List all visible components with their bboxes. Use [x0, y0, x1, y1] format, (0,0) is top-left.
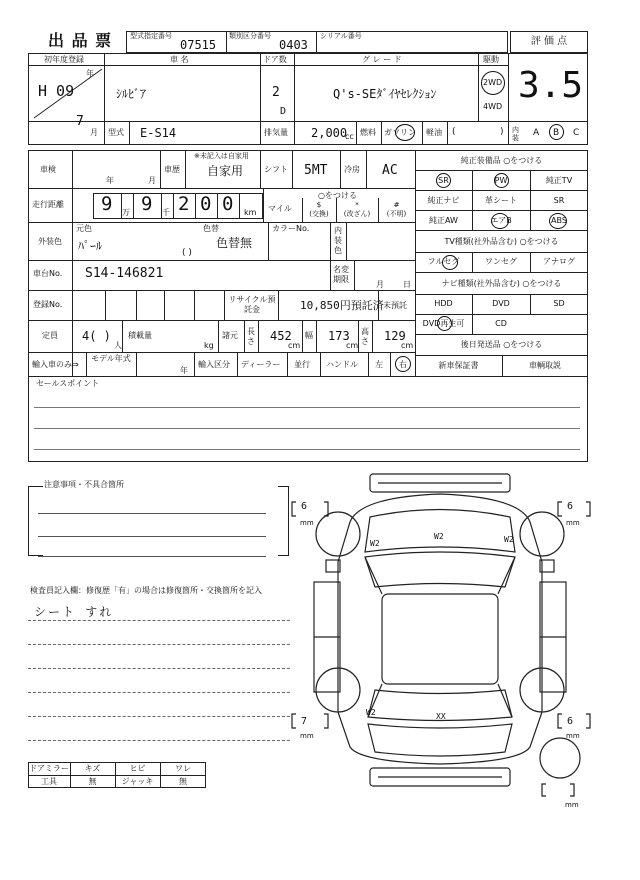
- mileage-unknown: # (不明): [386, 201, 407, 218]
- drive-label: 駆動: [483, 55, 499, 64]
- navi-sd: SD: [553, 299, 565, 308]
- evaluation-score: 3.5: [518, 65, 584, 106]
- shift-value: 5MT: [304, 163, 328, 178]
- tr-value: 6: [567, 501, 574, 512]
- equip-leather: 革シート: [485, 196, 517, 205]
- later-header: 後日発送品 ○をつける: [460, 340, 543, 349]
- oil-label: 軽油: [426, 128, 442, 137]
- tl-value: 6: [301, 501, 308, 512]
- interior-selected-circle: [549, 124, 564, 140]
- fuel-gasoline: ガソリン: [384, 128, 416, 137]
- tv-fullseg: フルセグ: [427, 257, 460, 266]
- equip-sunroof: SR: [438, 176, 449, 185]
- mileage-digit-1: 9: [101, 193, 113, 215]
- shift-label: シフト: [264, 165, 288, 174]
- mileage-digit-3: 2: [178, 193, 190, 215]
- door-count: 2: [272, 85, 280, 100]
- grade-label: グ レ ー ド: [362, 55, 402, 64]
- equip-pw: PW: [494, 176, 508, 185]
- navi-dvd-play: DVD再生可: [422, 319, 465, 328]
- repaint-label: 色替: [203, 224, 219, 233]
- mileage-exchanged: $ (交換): [309, 201, 329, 218]
- model-designation-no: 07515: [180, 38, 217, 52]
- width-label: 幅: [305, 331, 313, 340]
- sales-point-label: セールスポイント: [36, 379, 100, 388]
- fuel-selected-circle: [395, 124, 415, 141]
- dims-label: 諸元: [222, 331, 238, 340]
- car-name: ｼﾙﾋﾞｱ: [116, 87, 147, 101]
- equip-abs-circle: [549, 213, 567, 229]
- load-label: 積載量: [128, 331, 152, 340]
- original-color-label: 元色: [76, 224, 92, 233]
- drive-2wd: 2WD: [483, 78, 503, 87]
- interior-label: 内装: [512, 126, 519, 142]
- mileage-digit-2: 9: [141, 193, 153, 215]
- equip-airbag: エアB: [490, 216, 512, 225]
- later-warranty: 新車保証書: [438, 361, 479, 370]
- import-label: 輸入車のみ⇒: [32, 360, 79, 369]
- damage-mark-w2-rear: W2: [366, 708, 376, 717]
- interior-b: B: [553, 128, 560, 138]
- car-damage-diagram: [290, 462, 640, 812]
- grade-value: Q's-SEﾀﾞｲﾔｾﾚｸｼｮﾝ: [333, 87, 437, 101]
- interior-color-label: 内装色: [334, 226, 342, 255]
- circle-note: ○をつける: [318, 191, 357, 200]
- length-value: 452: [270, 329, 292, 343]
- name-change-label: 名変期限: [333, 265, 349, 284]
- form-title: 出 品 票: [48, 31, 113, 50]
- tv-selected-circle: [442, 255, 458, 270]
- equip-abs: ABS: [551, 216, 567, 225]
- mileage-digit-4: 0: [200, 193, 212, 215]
- color-label: 外装色: [38, 237, 62, 246]
- capacity-value: 4( ): [82, 329, 111, 343]
- br-value: 6: [567, 716, 574, 727]
- aircon-label: 冷房: [344, 165, 360, 174]
- mileage-digit-5: 0: [222, 193, 234, 215]
- not-deposited: 未預託: [383, 301, 407, 310]
- reg-no-label: 登録No.: [33, 300, 63, 309]
- model-type-label: 型式: [108, 128, 124, 137]
- height-label: 高さ: [361, 327, 369, 346]
- equip-genuine-aw: 純正AW: [429, 216, 458, 225]
- interior-a: A: [533, 128, 540, 138]
- equip-sunroof-circle: [436, 173, 451, 188]
- height-value: 129: [384, 329, 406, 343]
- navi-header: ナビ種類(社外品含む) ○をつける: [441, 279, 562, 288]
- aircon-value: AC: [382, 163, 398, 178]
- tv-oneseg: ワンセグ: [485, 257, 517, 266]
- first-reg-label: 初年度登録: [44, 55, 84, 64]
- tv-header: TV種類(社外品含む) ○をつける: [444, 237, 559, 246]
- first-reg-month: 7: [76, 114, 84, 129]
- category-no: 0403: [279, 38, 308, 52]
- import-type-label: 輸入区分: [198, 360, 230, 369]
- history-note: ※未記入は自家用: [194, 152, 249, 160]
- width-value: 173: [328, 329, 350, 343]
- chassis-value: S14-146821: [85, 266, 164, 281]
- first-reg-era: H 09: [38, 82, 75, 100]
- recycle-amount: 10,850円預託済: [300, 299, 384, 312]
- model-type: E-S14: [140, 126, 177, 140]
- damage-mark-w2-left: W2: [370, 539, 380, 548]
- inspector-label: 検査員記入欄：修復歴「有」の場合は修復箇所・交換箇所を記入: [30, 586, 262, 595]
- equip-genuine-navi: 純正ナビ: [427, 196, 460, 205]
- equip-sr: SR: [553, 196, 565, 205]
- tv-analog: アナログ: [543, 257, 575, 266]
- navi-hdd: HDD: [434, 299, 453, 308]
- door-type: D: [280, 106, 287, 117]
- drive-4wd: 4WD: [483, 102, 503, 111]
- damage-mark-w2-top: W2: [434, 532, 444, 541]
- model-designation-label: 型式指定番号: [130, 32, 172, 40]
- chassis-label: 車台No.: [33, 269, 63, 278]
- mileage-tampered: * (改ざん): [343, 201, 371, 218]
- category-label: 類別区分番号: [229, 32, 271, 40]
- handle-right: 右: [399, 360, 407, 369]
- genuine-header: 純正装備品 ○をつける: [460, 156, 543, 165]
- equip-pw-circle: [494, 173, 509, 188]
- dealer-option: ディーラー: [241, 360, 281, 369]
- navi-dvd: DVD: [492, 299, 510, 308]
- mileage-label: 走行距離: [32, 200, 64, 209]
- interior-c: C: [573, 128, 580, 138]
- recycle-label: リサイクル預託金: [228, 295, 276, 314]
- car-name-label: 車 名: [170, 55, 189, 64]
- serial-label: シリアル番号: [320, 32, 362, 40]
- navi-selected-circle: [437, 316, 452, 331]
- parallel-option: 並行: [294, 360, 310, 369]
- capacity-label: 定員: [42, 331, 58, 340]
- inspection-label: 車検: [40, 165, 56, 174]
- equip-genuine-tv: 純正TV: [545, 176, 573, 185]
- displacement-value: 2,000: [311, 126, 348, 140]
- history-label: 車歴: [164, 165, 180, 174]
- displacement-label: 排気量: [264, 128, 288, 137]
- later-manual: 車輌取説: [529, 361, 561, 370]
- original-color: ﾊﾟｰﾙ: [78, 239, 103, 253]
- navi-cd: CD: [495, 319, 507, 328]
- score-header: 評 価 点: [530, 36, 568, 47]
- color-no-label: カラーNo.: [272, 224, 310, 233]
- handle-left: 左: [375, 360, 383, 369]
- bl-value: 7: [301, 716, 308, 727]
- doors-label: ドア数: [263, 55, 287, 64]
- history-value: 自家用: [207, 164, 244, 178]
- inspector-note: シート すれ: [34, 605, 114, 619]
- damage-mark-w2-right: W2: [504, 535, 514, 544]
- handle-selected-circle: [395, 356, 411, 372]
- model-year-label: モデル年式: [91, 354, 131, 363]
- first-reg-slash: [30, 66, 104, 121]
- length-label: 長さ: [247, 327, 255, 346]
- caution-label: 注意事項・不具合箇所: [44, 480, 124, 489]
- fuel-label: 燃料: [360, 128, 376, 137]
- mile-label: マイル: [268, 204, 292, 213]
- damage-mark-xx: XX: [436, 712, 446, 721]
- handle-label: ハンドル: [326, 360, 358, 369]
- repaint-value: 色替無: [216, 236, 253, 250]
- equip-airbag-circle: [491, 213, 509, 229]
